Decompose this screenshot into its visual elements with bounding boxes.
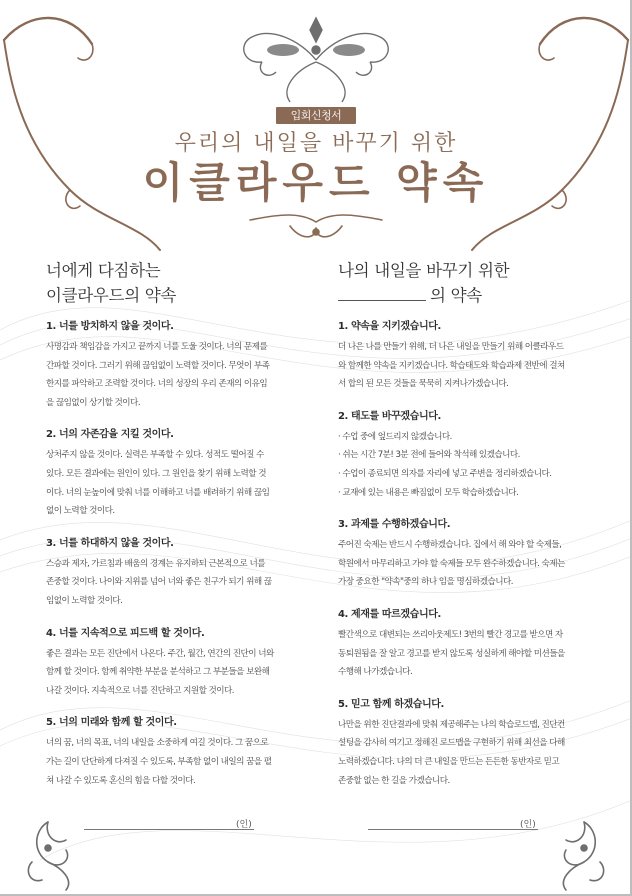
academy-pledge-column bbox=[46, 258, 316, 790]
pledge-item-body bbox=[338, 428, 608, 502]
corner-ornament-bottom-left bbox=[28, 822, 68, 890]
pledge-item bbox=[338, 698, 608, 790]
body-line: 을 끊임없이 상기할 것이다. bbox=[46, 397, 140, 408]
body-line: 좋은 결과는 모든 진단에서 나온다. 주간, 월간, 연간의 진단이 너와 bbox=[46, 648, 274, 659]
academy-pledge-list bbox=[46, 320, 316, 790]
pledge-item-body bbox=[338, 626, 608, 682]
body-line: 가는 길이 단단하게 다져질 수 있도록, 부족함 없이 내일의 꿈을 펼 bbox=[46, 756, 272, 767]
pledge-item bbox=[338, 410, 608, 502]
body-line: 서 합의 된 모든 것들을 묵묵히 지켜나가겠습니다. bbox=[338, 379, 509, 390]
pledge-item bbox=[46, 537, 316, 611]
pledge-item-body bbox=[46, 645, 316, 701]
body-line: 존중할 없는 한 길을 가겠습니다. bbox=[338, 775, 450, 786]
body-line: 함께 할 것이다. 함께 취약한 부분을 분석하고 그 부분들을 보완해 bbox=[46, 667, 270, 678]
body-line: 빨간색으로 대변되는 쓰리아웃제도! 3번의 빨간 경고를 받으면 자 bbox=[338, 629, 563, 640]
top-center-ornament bbox=[244, 18, 388, 102]
body-line: 한지를 파악하고 조력할 것이다. 너의 성장의 우리 존재의 이유임 bbox=[46, 379, 268, 390]
pledge-item bbox=[338, 320, 608, 394]
body-line: 나만을 위한 진단결과에 맞춰 제공해주는 나의 학습로드맵, 진단컨 bbox=[338, 719, 565, 730]
pledge-item-body bbox=[338, 716, 608, 790]
body-line: 더 나은 나를 만들기 위해, 더 나은 내일을 만들기 위해 이클라우드 bbox=[338, 342, 564, 352]
title-underline-flourish bbox=[250, 215, 382, 237]
student-pledge-heading bbox=[338, 258, 608, 320]
pledge-item-title: 2. 태도를 바꾸겠습니다. bbox=[338, 410, 441, 422]
body-line: 존중할 것이다. 나이와 지위를 넘어 너와 좋은 친구가 되기 위해 끊 bbox=[46, 577, 272, 588]
pledge-item-title: 4. 제재를 따르겠습니다. bbox=[338, 608, 441, 620]
student-pledge-column bbox=[338, 258, 608, 790]
heading-line: 나의 내일을 바꾸기 위한 bbox=[338, 261, 510, 280]
pledge-item-title: 1. 약속을 지키겠습니다. bbox=[338, 321, 441, 332]
body-line: 상처주지 않을 것이다. 실력은 부족할 수 있다. 성적도 떨어질 수 bbox=[46, 450, 264, 461]
pledge-item-title: 5. 믿고 함께 하겠습니다. bbox=[338, 698, 444, 710]
pledge-item-title: 2. 너의 자존감을 지킬 것이다. bbox=[46, 429, 174, 441]
pledge-item bbox=[46, 627, 316, 701]
pledge-item bbox=[338, 518, 608, 592]
body-line: 수행해 나가겠습니다. bbox=[338, 667, 413, 678]
student-name-blank[interactable] bbox=[338, 285, 426, 301]
body-line: 동퇴원됨을 잘 알고 경고를 받지 않도록 성실하게 해야할 미션들을 bbox=[338, 648, 565, 659]
body-line: 임없이 노력할 것이다. bbox=[46, 595, 123, 606]
body-line: · 수업이 종료되면 의자를 자리에 넣고 주변을 정리하겠습니다. bbox=[338, 468, 552, 479]
pledge-item-body bbox=[46, 555, 316, 611]
pledge-item-title: 1. 너를 방치하지 않을 것이다. bbox=[46, 321, 174, 332]
heading-line: 너에게 다짐하는 bbox=[46, 261, 161, 280]
pledge-item-body bbox=[338, 536, 608, 592]
body-line: 가장 중요한 "약속"중의 하나 임을 명심하겠습니다. bbox=[338, 577, 513, 588]
heading-line: 의 약속 bbox=[430, 286, 482, 305]
seal-label: (인) bbox=[520, 820, 536, 830]
body-line: · 수업 중에 엎드리지 않겠습니다. bbox=[338, 431, 452, 442]
pledge-item bbox=[338, 608, 608, 682]
body-line: · 쉬는 시간 7분! 3분 전에 들어와 착석해 있겠습니다. bbox=[338, 450, 520, 461]
pledge-item-title: 4. 너를 지속적으로 피드백 할 것이다. bbox=[46, 627, 205, 639]
body-line: 너의 꿈, 너의 목표, 너의 내일을 소중하게 여길 것이다. 그 꿈으로 bbox=[46, 738, 269, 749]
body-line: 있다. 모든 결과에는 원인이 있다. 그 원인을 찾기 위해 노력할 것 bbox=[46, 468, 266, 479]
academy-pledge-heading bbox=[46, 258, 316, 320]
pledge-item bbox=[46, 320, 316, 412]
body-line: · 교재에 있는 내용은 빠짐없이 모두 학습하겠습니다. bbox=[338, 487, 519, 498]
body-line: 없이 노력할 것이다. bbox=[46, 506, 115, 517]
body-line: 와 함께한 약속을 지키겠습니다. 학습태도와 학습과제 전반에 걸쳐 bbox=[338, 360, 565, 371]
heading-line: 이클라우드의 약속 bbox=[46, 286, 177, 305]
corner-ornament-bottom-right bbox=[563, 822, 603, 890]
pledge-item bbox=[46, 716, 316, 790]
student-pledge-list bbox=[338, 320, 608, 790]
body-line: 쳐 나갈 수 있도록 혼신의 힘을 다할 것이다. bbox=[46, 775, 196, 786]
seal-label: (인) bbox=[236, 820, 252, 830]
body-line: 스승과 제자, 가르침과 배움의 경계는 유지하되 근본적으로 너를 bbox=[46, 558, 265, 569]
pledge-item-title: 5. 너의 미래와 함께 할 것이다. bbox=[46, 717, 177, 729]
body-line: 나갈 것이다. 지속적으로 너를 진단하고 지원할 것이다. bbox=[46, 685, 234, 696]
body-line: 노력하겠습니다. 나의 더 큰 내일을 만드는 든든한 동반자로 믿고 bbox=[338, 756, 560, 767]
application-badge: 입회신청서 bbox=[276, 107, 356, 124]
pledge-item-title: 3. 과제를 수행하겠습니다. bbox=[338, 519, 451, 531]
body-line: 간파할 것이다. 그러기 위해 끊임없이 노력할 것이다. 무엇이 부족 bbox=[46, 360, 270, 371]
pledge-item-body bbox=[46, 734, 316, 790]
page-title: 이클라우드 약속 bbox=[142, 158, 490, 207]
body-line: 사명감과 책임감을 가지고 끝까지 너를 도울 것이다. 너의 문제를 bbox=[46, 342, 268, 352]
page-subtitle: 우리의 내일을 바꾸기 위한 bbox=[174, 131, 458, 156]
pledge-item-body bbox=[46, 446, 316, 520]
body-line: 주어진 숙제는 반드시 수행하겠습니다. 집에서 해 와야 할 숙제들, bbox=[338, 540, 562, 551]
pledge-item bbox=[46, 428, 316, 520]
pledge-item-body bbox=[338, 338, 608, 394]
body-line: 설팅을 감사히 여기고 정해진 로드맵을 구현하기 위해 최선을 다해 bbox=[338, 738, 565, 749]
body-line: 학원에서 마무리하고 가야 할 숙제들 모두 완수하겠습니다. 숙제는 bbox=[338, 558, 565, 569]
pledge-item-title: 3. 너를 하대하지 않을 것이다. bbox=[46, 537, 174, 549]
body-line: 이다. 너의 눈높이에 맞춰 너를 이해하고 너를 배려하기 위해 끊임 bbox=[46, 487, 270, 498]
pledge-item-body bbox=[46, 338, 316, 412]
